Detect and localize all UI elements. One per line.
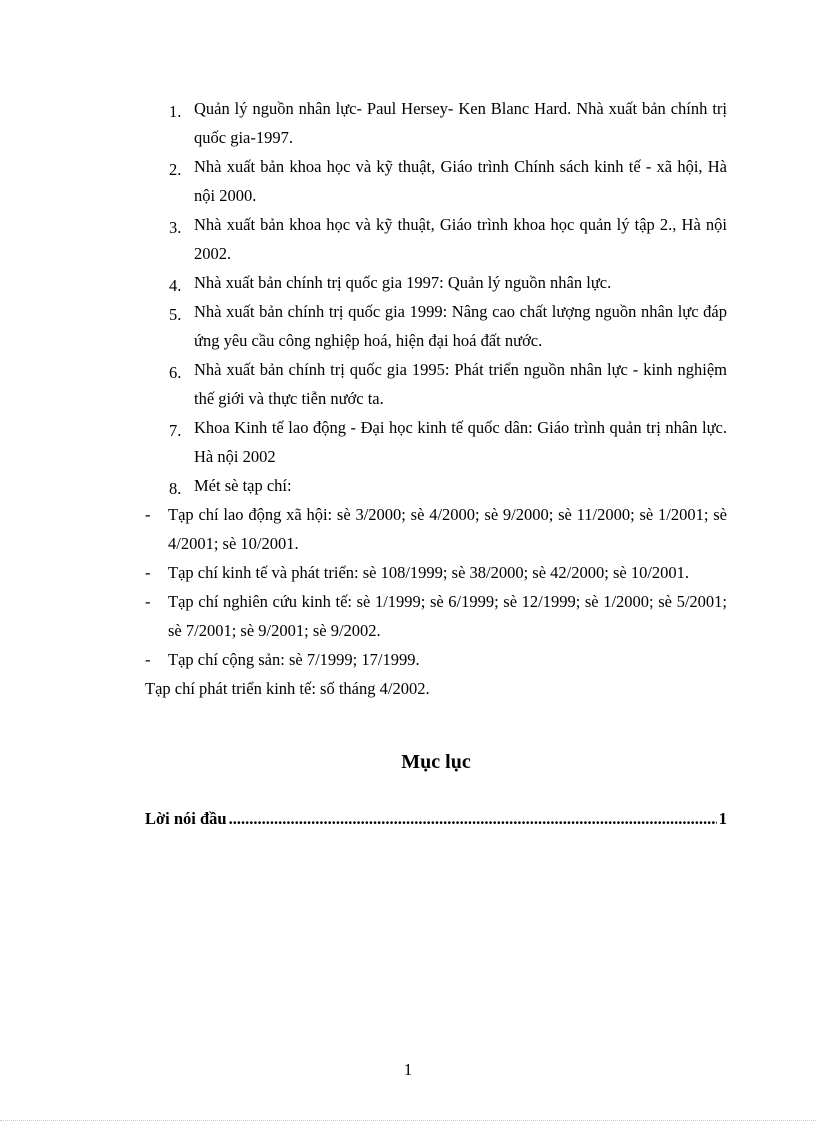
reference-item: [145, 152, 727, 210]
reference-item: [145, 297, 727, 355]
reference-text: Nhà xuất bản chính trị quốc gia 1995: Phát triển nguồn nhân lực - kinh nghiệm thế giới và thực tiễn nước ta.: [194, 360, 727, 408]
dash-bullet: -: [145, 505, 151, 524]
reference-number: 3.: [169, 218, 182, 237]
journal-item: [145, 500, 727, 558]
toc-entry-page: 1: [718, 809, 727, 828]
reference-item: [145, 355, 727, 413]
reference-number: 6.: [169, 363, 182, 382]
reference-text: Nhà xuất bản khoa học và kỹ thuật, Giáo trình khoa học quản lý tập 2., Hà nội 2002.: [194, 215, 727, 263]
reference-item: [145, 94, 727, 152]
reference-text: Nhà xuất bản chính trị quốc gia 1997: Quản lý nguồn nhân lực.: [194, 273, 612, 292]
journal-text: Tạp chí nghiên cứu kinh tế: sè 1/1999; sè 6/1999; sè 12/1999; sè 1/2000; sè 5/2001; sè 7/2001; sè 9/2001; sè 9/2002.: [168, 592, 727, 640]
reference-text: Nhà xuất bản chính trị quốc gia 1999: Nâng cao chất lượng nguồn nhân lực đáp ứng yêu cầu công nghiệp hoá, hiện đại hoá đất nước.: [194, 302, 727, 350]
reference-item: [145, 471, 727, 500]
dash-bullet: -: [145, 592, 151, 611]
reference-text: Nhà xuất bản khoa học và kỹ thuật, Giáo trình Chính sách kinh tế - xã hội, Hà nội 2000.: [194, 157, 727, 205]
reference-text: Quản lý nguồn nhân lực- Paul Hersey- Ken Blanc Hard. Nhà xuất bản chính trị quốc gia-1997.: [194, 99, 727, 147]
journal-text: Tạp chí cộng sản: sè 7/1999; 17/1999.: [168, 650, 420, 669]
journal-item: [145, 587, 727, 645]
journal-item: [145, 558, 727, 587]
journal-text: Tạp chí lao động xã hội: sè 3/2000; sè 4/2000; sè 9/2000; sè 11/2000; sè 1/2001; sè 4/2001; sè 10/2001.: [168, 505, 727, 553]
reference-text: Khoa Kinh tế lao động - Đại học kinh tế quốc dân: Giáo trình quản trị nhân lực. Hà nội 2002: [194, 418, 727, 466]
journal-text: Tạp chí kinh tế và phát triển: sè 108/1999; sè 38/2000; sè 42/2000; sè 10/2001.: [168, 563, 690, 582]
dash-bullet: -: [145, 563, 151, 582]
reference-number: 2.: [169, 160, 182, 179]
reference-text: Mét sè tạp chí:: [194, 476, 292, 495]
reference-item: [145, 413, 727, 471]
page-number: 1: [403, 1060, 413, 1079]
reference-number: 8.: [169, 479, 182, 498]
reference-item: [145, 268, 727, 297]
page-bottom-divider: [0, 1120, 816, 1121]
reference-number: 7.: [169, 421, 182, 440]
toc-entry-label: Lời nói đầu: [145, 809, 227, 828]
dash-bullet: -: [145, 650, 151, 669]
reference-number: 1.: [169, 102, 182, 121]
reference-last-line: Tạp chí phát triển kinh tế: số tháng 4/2002.: [145, 679, 430, 698]
journal-item: [145, 645, 727, 674]
reference-number: 4.: [169, 276, 182, 295]
toc-title: Mục lục: [401, 751, 471, 773]
toc-leader-dots: [229, 806, 717, 832]
toc-entry[interactable]: [145, 806, 727, 832]
reference-list: [145, 94, 727, 703]
reference-number: 5.: [169, 305, 182, 324]
reference-item: [145, 210, 727, 268]
